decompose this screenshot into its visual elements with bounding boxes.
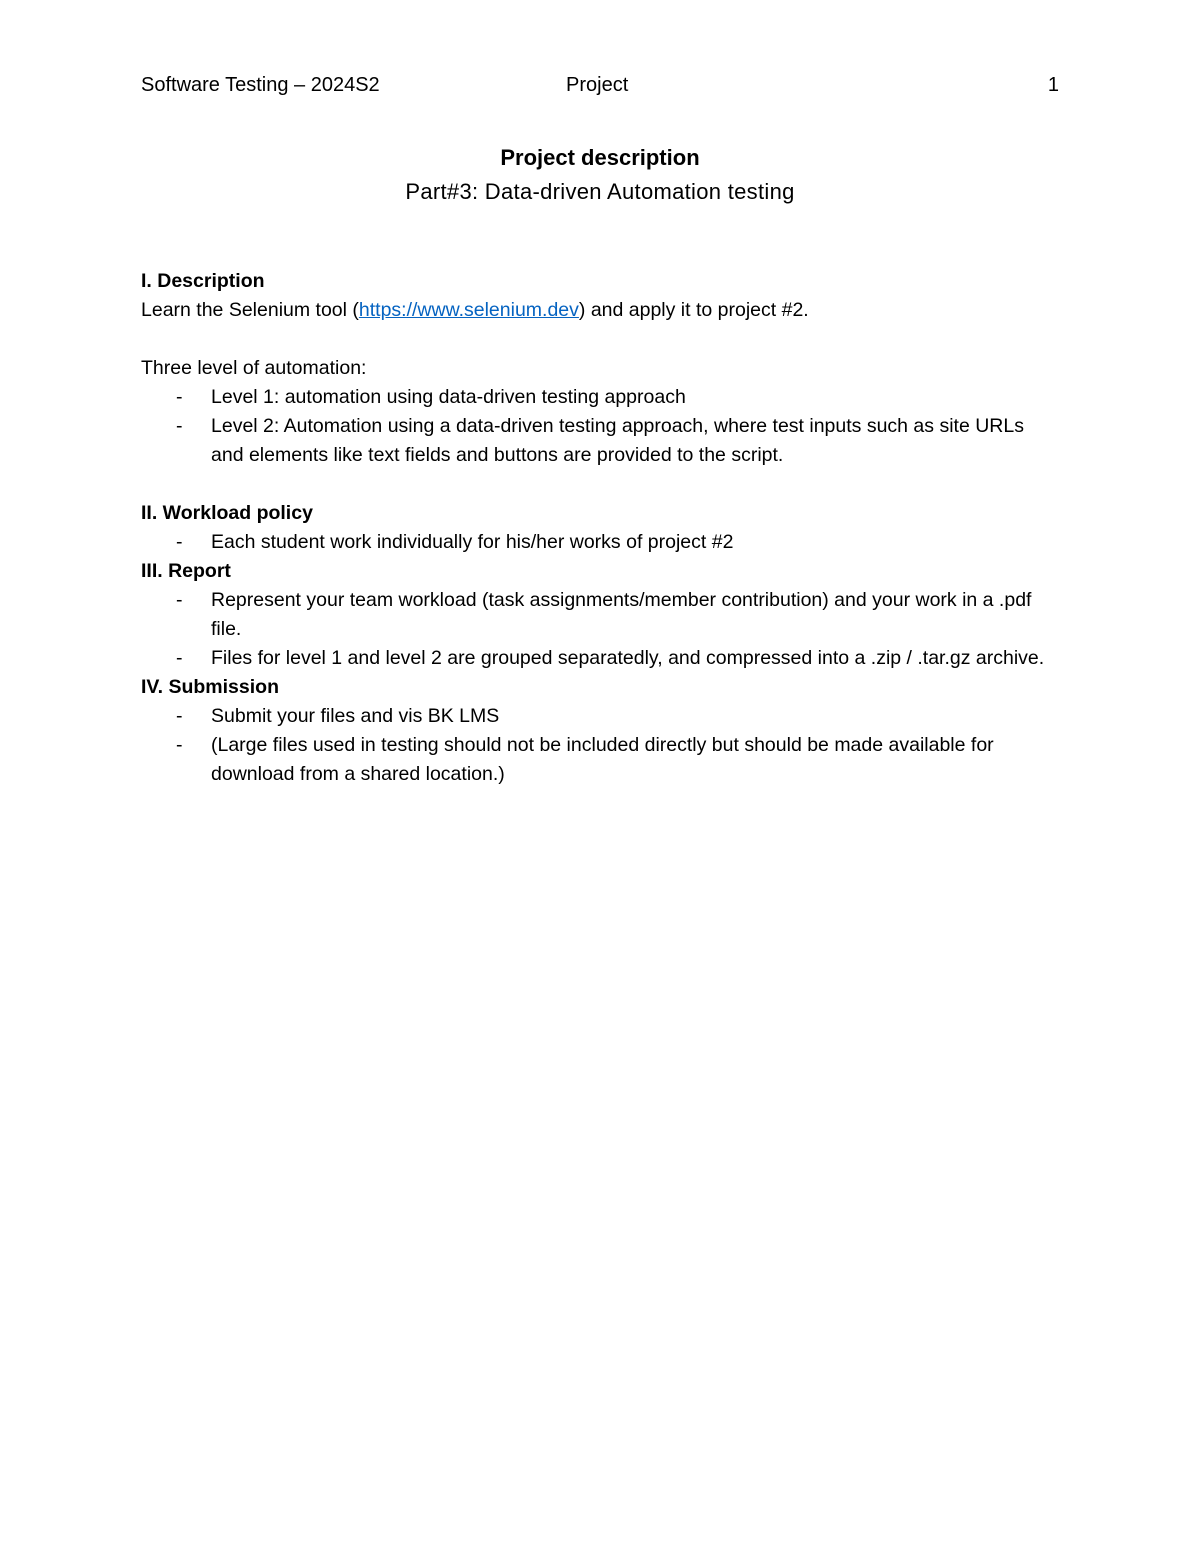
list-item (141, 383, 1061, 412)
list-item-text: Level 1: automation using data-driven testing approach (211, 386, 686, 408)
section-heading-description: I. Description (141, 270, 265, 292)
intro-text-after: ) and apply it to project #2. (578, 299, 809, 321)
list-item (141, 528, 1061, 557)
dash-bullet: - (176, 647, 183, 669)
list-item-text: Level 2: Automation using a data-driven testing approach, where test inputs such as site URLs and elements like text fields and buttons are provided to the script. (211, 415, 1024, 466)
dash-bullet: - (176, 705, 183, 727)
list-item (141, 644, 1061, 673)
spacer (141, 470, 1061, 499)
levels-intro: Three level of automation: (141, 357, 367, 379)
list-item-text: Represent your team workload (task assignments/member contribution) and your work in a .pdf file. (211, 589, 1032, 640)
list-item (141, 731, 1061, 789)
document-subtitle: Part#3: Data-driven Automation testing (405, 179, 795, 204)
header-doc-type: Project (566, 74, 629, 96)
levels-list (141, 383, 1061, 470)
list-item-text: Files for level 1 and level 2 are grouped separatedly, and compressed into a .zip / .tar.gz archive. (211, 647, 1045, 669)
report-list (141, 586, 1061, 673)
title-block (141, 144, 1059, 206)
submission-list (141, 702, 1061, 789)
dash-bullet: - (176, 589, 183, 611)
document-title: Project description (500, 145, 700, 170)
spacer (141, 325, 1061, 354)
document-body (141, 267, 1061, 789)
dash-bullet: - (176, 734, 183, 756)
dash-bullet: - (176, 531, 183, 553)
list-item (141, 586, 1061, 644)
section-heading-workload: II. Workload policy (141, 502, 313, 524)
list-item (141, 412, 1061, 470)
list-item-text: Submit your files and vis BK LMS (211, 705, 500, 727)
page-header (141, 72, 1059, 98)
list-item-text: (Large files used in testing should not be included directly but should be made available for download from a shared location.) (211, 734, 994, 785)
section-heading-submission: IV. Submission (141, 676, 279, 698)
list-item (141, 702, 1061, 731)
description-intro (141, 296, 1061, 325)
section-heading-report: III. Report (141, 560, 231, 582)
dash-bullet: - (176, 415, 183, 437)
workload-list (141, 528, 1061, 557)
selenium-link[interactable]: https://www.selenium.dev (358, 299, 579, 321)
header-course-title: Software Testing – 2024S2 (141, 74, 380, 96)
header-page-number: 1 (1047, 74, 1059, 96)
intro-text-before: Learn the Selenium tool ( (141, 299, 359, 321)
dash-bullet: - (176, 386, 183, 408)
list-item-text: Each student work individually for his/her works of project #2 (211, 531, 734, 553)
